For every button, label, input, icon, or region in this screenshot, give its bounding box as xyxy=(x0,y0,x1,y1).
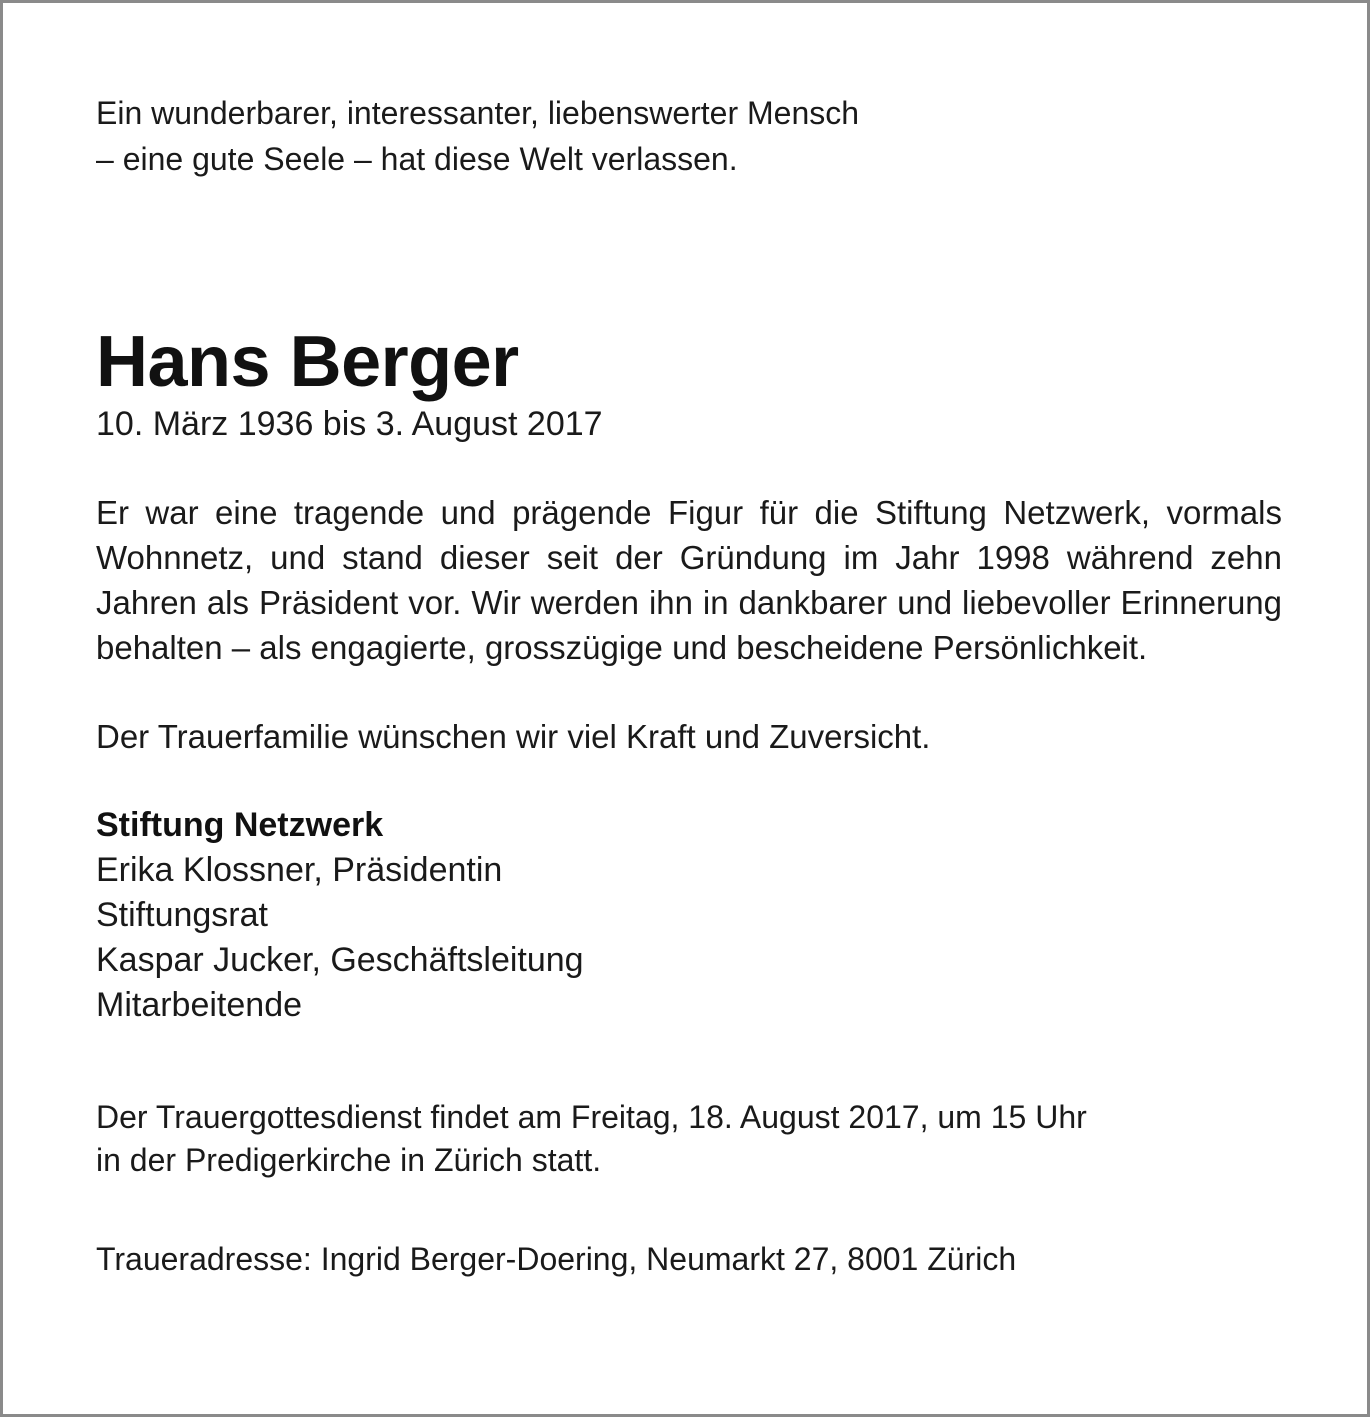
intro-text xyxy=(96,90,1282,182)
signature-line: Stiftungsrat xyxy=(96,896,268,934)
service-line-2: in der Predigerkirche in Zürich statt. xyxy=(96,1142,602,1178)
notice-content xyxy=(96,90,1282,1281)
service-info xyxy=(96,1096,1282,1182)
signature-line: Mitarbeitende xyxy=(96,986,303,1024)
mourning-address: Traueradresse: Ingrid Berger-Doering, Neumarkt 27, 8001 Zürich xyxy=(96,1241,1017,1277)
tribute-text: Er war eine tragende und prägende Figur für die Stiftung Netzwerk, vormals Wohnnetz, und stand dieser seit der Gründung im Jahr 1998 während zehn Jahren als Präsident vor. Wir werden ihn in dankbarer und liebevoller Erinnerung behalten – als engagierte, grosszügige und bescheidene Persönlichkeit. xyxy=(96,494,1282,666)
signature-line: Erika Klossner, Präsidentin xyxy=(96,851,503,889)
signature-line: Kaspar Jucker, Geschäftsleitung xyxy=(96,941,584,979)
signature-organization: Stiftung Netzwerk xyxy=(96,806,384,844)
deceased-name: Hans Berger xyxy=(96,322,519,402)
condolence-wish: Der Trauerfamilie wünschen wir viel Kraft und Zuversicht. xyxy=(96,718,931,755)
service-line-1: Der Trauergottesdienst findet am Freitag, 18. August 2017, um 15 Uhr xyxy=(96,1099,1087,1135)
life-dates: 10. März 1936 bis 3. August 2017 xyxy=(96,405,603,443)
intro-line-2: – eine gute Seele – hat diese Welt verlassen. xyxy=(96,141,738,177)
signature-block xyxy=(96,803,1282,1028)
intro-line-1: Ein wunderbarer, interessanter, liebenswerter Mensch xyxy=(96,95,860,131)
